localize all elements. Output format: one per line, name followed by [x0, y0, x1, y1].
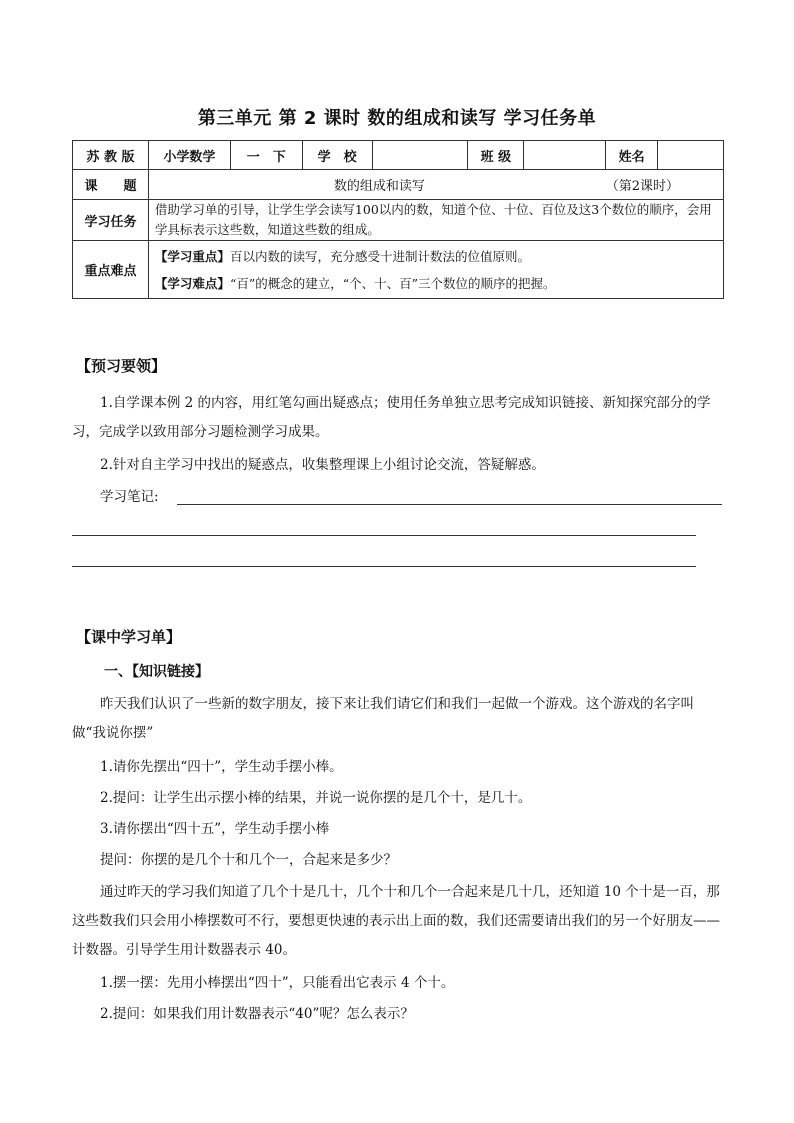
preview-item-1: 1.自学课本例 2 的内容，用红笔勾画出疑惑点；使用任务单独立思考完成知识链接、新知探究部分的学习，完成学以致用部分习题检测学习成果。 [72, 395, 711, 440]
name-label: 姓名 [606, 141, 658, 170]
class-label: 班 级 [468, 141, 524, 170]
difficulty-text: “百”的概念的建立，“个、十、百”三个数位的顺序的把握。 [229, 275, 556, 291]
activity-2: 2.提问：如果我们用计数器表示“40”呢？怎么表示？ [100, 1006, 414, 1022]
grade-value: 一 下 [230, 141, 302, 170]
task-text: 借助学习单的引导，让学生学会读写100以内的数，知道个位、十位、百位及这3个数位的顺序，会用学具标表示这些数，知道这些数的组成。 [148, 200, 723, 241]
notes-line-3[interactable] [72, 566, 696, 567]
preview-item-2: 2.针对自主学习中找出的疑惑点，收集整理课上小组讨论交流，答疑解惑。 [100, 457, 545, 473]
paragraph-counter: 通过昨天的学习我们知道了几个十是几十，几个十和几个一合起来是几十几，还知道 10 个十是一百，那这些数我们只会用小棒摆数可不行，要想更快速的表示出上面的数，我们还需要请出我们的另一个好朋友——计数器。引导学生用计数器表示 40。 [72, 884, 720, 958]
notes-line-1[interactable] [177, 504, 722, 505]
info-table [72, 140, 724, 299]
lesson-number: （第2课时） [605, 179, 680, 194]
topic-value: 数的组成和读写 [333, 179, 425, 194]
page-title: 第三单元 第 2 课时 数的组成和读写 学习任务单 [197, 108, 597, 129]
key-point-tag: 【学习重点】 [154, 248, 230, 264]
key-cell [148, 241, 723, 299]
paragraph-intro: 昨天我们认识了一些新的数字朋友，接下来让我们请它们和我们一起做一个游戏。这个游戏的名字叫做“我说你摆” [72, 696, 694, 741]
school-field[interactable] [372, 141, 468, 170]
key-label: 重点难点 [73, 241, 149, 299]
subject-value: 小学数学 [148, 141, 230, 170]
difficulty-tag: 【学习难点】 [154, 275, 230, 291]
topic-cell [148, 170, 723, 200]
notes-label: 学习笔记: [100, 489, 159, 505]
knowledge-link-heading: 一、【知识链接】 [104, 664, 209, 680]
class-field[interactable] [524, 141, 606, 170]
task-label: 学习任务 [73, 200, 149, 241]
topic-label: 课 题 [73, 170, 149, 200]
name-field[interactable] [658, 141, 724, 170]
school-label: 学 校 [302, 141, 372, 170]
step-3: 3.请你摆出“四十五”，学生动手摆小棒 [100, 821, 330, 837]
notes-line-2[interactable] [72, 535, 696, 536]
activity-1: 1.摆一摆：先用小棒摆出“四十”，只能看出它表示 4 个十。 [100, 975, 455, 991]
publisher-label: 苏 教 版 [73, 141, 149, 170]
step-2: 2.提问：让学生出示摆小棒的结果，并说一说你摆的是几个十，是几十。 [100, 790, 532, 806]
inclass-heading: 【课中学习单】 [76, 628, 182, 646]
key-point-text: 百以内数的读写，充分感受十进制计数法的位值原则。 [229, 248, 530, 264]
preview-heading: 【预习要领】 [76, 357, 167, 375]
step-1: 1.请你先摆出“四十”，学生动手摆小棒。 [100, 759, 343, 775]
question-1: 提问：你摆的是几个十和几个一，合起来是多少？ [100, 852, 397, 868]
